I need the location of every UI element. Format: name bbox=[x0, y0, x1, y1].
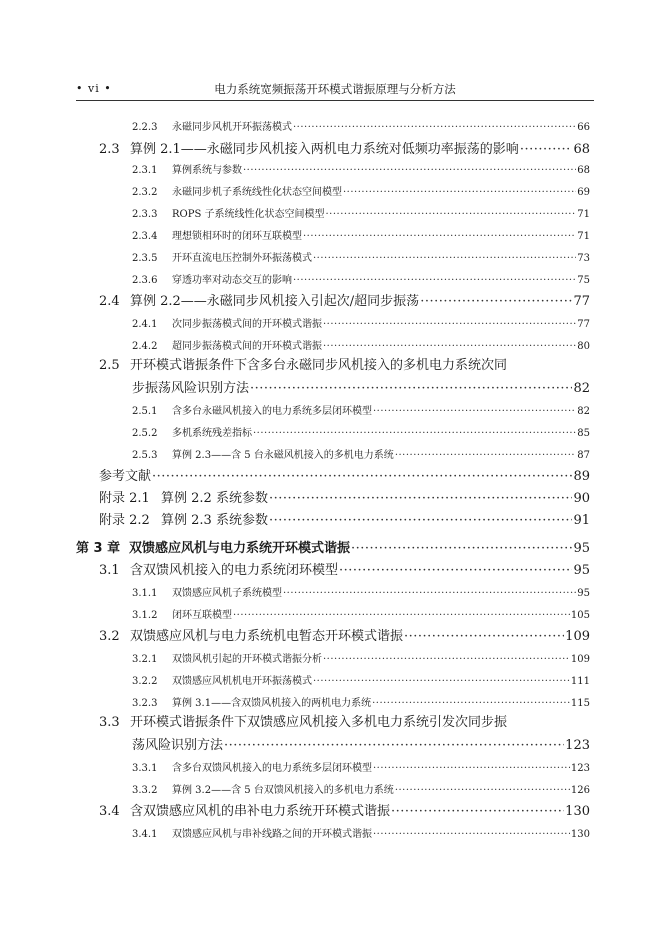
toc-title: 参考文献 bbox=[99, 469, 152, 484]
toc-entry[interactable] bbox=[132, 271, 590, 286]
toc-chapter[interactable] bbox=[76, 537, 590, 556]
toc-leader bbox=[404, 629, 564, 644]
toc-title: ROPS 子系统线性化状态空间模型 bbox=[172, 209, 325, 220]
toc-title: 算例 3.1——含双馈风机接入的两机电力系统 bbox=[172, 698, 372, 709]
toc-page: 95 bbox=[573, 563, 590, 578]
toc-leader bbox=[250, 381, 572, 396]
toc-title: 双馈风机引起的开环模式谐振分析 bbox=[172, 654, 322, 665]
toc-title: 闭环互联模型 bbox=[172, 610, 232, 621]
toc-title: 双馈感应风机与电力系统机电暂态开环模式谐振 bbox=[130, 629, 404, 644]
toc-page: 80 bbox=[577, 341, 590, 352]
toc-title: 含双馈感应风机的串补电力系统开环模式谐振 bbox=[130, 804, 391, 819]
toc-entry[interactable] bbox=[132, 161, 590, 176]
toc-entry[interactable] bbox=[132, 402, 590, 417]
toc-number: 附录 2.1 bbox=[99, 491, 150, 506]
toc-entry[interactable] bbox=[132, 759, 590, 774]
toc-title: 算例 2.3——含 5 台永磁风机接入的多机电力系统 bbox=[172, 450, 394, 461]
toc-entry-continued[interactable] bbox=[132, 377, 590, 396]
toc-page: 95 bbox=[577, 588, 590, 599]
toc-page: 69 bbox=[577, 187, 590, 198]
toc-title-continued: 步振荡风险识别方法 bbox=[132, 381, 250, 396]
toc-entry[interactable] bbox=[132, 672, 590, 687]
toc-title: 永磁同步机子系统线性化状态空间模型 bbox=[172, 187, 342, 198]
toc-page: 66 bbox=[577, 122, 590, 133]
toc-number: 2.5 bbox=[99, 358, 120, 373]
toc-title: 开环模式谐振条件下双馈感应风机接入多机电力系统引发次同步振 bbox=[130, 715, 508, 730]
toc-number: 3.2 bbox=[99, 629, 120, 644]
toc-number: 2.3.3 bbox=[132, 209, 158, 220]
toc-number: 2.4.2 bbox=[132, 341, 158, 352]
toc-number: 2.3 bbox=[99, 142, 120, 157]
toc-leader bbox=[224, 738, 564, 753]
toc-title: 穿透功率对动态交互的影响 bbox=[172, 275, 292, 286]
toc-entry[interactable] bbox=[99, 625, 590, 644]
toc-leader bbox=[395, 450, 576, 461]
toc-leader bbox=[323, 319, 576, 330]
toc-title: 双馈感应风机与串补线路之间的开环模式谐振 bbox=[172, 829, 372, 840]
toc-entry-appendix[interactable] bbox=[99, 487, 590, 506]
toc-entry[interactable] bbox=[132, 825, 590, 840]
toc-page: 71 bbox=[577, 209, 590, 220]
toc-title: 含多台双馈风机接入的电力系统多层闭环模型 bbox=[172, 763, 372, 774]
running-title: 电力系统宽频振荡开环模式谐振原理与分析方法 bbox=[214, 82, 456, 96]
toc-page: 71 bbox=[577, 231, 590, 242]
toc-page: 77 bbox=[577, 319, 590, 330]
toc-title: 理想锁相环时的闭环互联模型 bbox=[172, 231, 302, 242]
toc-page: 130 bbox=[570, 829, 590, 840]
toc-page: 85 bbox=[577, 428, 590, 439]
toc-page: 89 bbox=[573, 469, 590, 484]
toc-title: 双馈感应风机子系统模型 bbox=[172, 588, 282, 599]
toc-leader bbox=[233, 610, 570, 621]
toc-number: 2.3.6 bbox=[132, 275, 158, 286]
toc-number: 3.2.3 bbox=[132, 698, 158, 709]
toc-entry[interactable] bbox=[132, 249, 590, 264]
toc-title: 含多台永磁风机接入的电力系统多层闭环模型 bbox=[172, 406, 372, 417]
toc-page: 91 bbox=[573, 513, 590, 528]
toc-leader bbox=[323, 341, 576, 352]
toc-leader bbox=[420, 294, 572, 309]
toc-entry[interactable] bbox=[99, 711, 590, 730]
toc-page: 68 bbox=[577, 165, 590, 176]
toc-page: 105 bbox=[570, 610, 590, 621]
toc-number: 2.3.1 bbox=[132, 165, 158, 176]
page-header bbox=[76, 78, 594, 101]
toc-entry[interactable] bbox=[132, 606, 590, 621]
toc-leader bbox=[253, 428, 576, 439]
toc-leader bbox=[339, 563, 572, 578]
toc-page: 126 bbox=[570, 785, 590, 796]
toc-title: 开环模式谐振条件下含多台永磁同步风机接入的多机电力系统次同 bbox=[130, 358, 508, 373]
toc-leader bbox=[391, 804, 564, 819]
toc-leader bbox=[303, 231, 576, 242]
toc-title: 次同步振荡模式间的开环模式谐振 bbox=[172, 319, 322, 330]
toc-page: 109 bbox=[565, 629, 590, 644]
toc-number: 3.3.2 bbox=[132, 785, 158, 796]
toc-title: 算例 3.2——含 5 台双馈风机接入的多机电力系统 bbox=[172, 785, 394, 796]
toc-entry[interactable] bbox=[132, 205, 590, 220]
toc-title: 算例系统与参数 bbox=[172, 165, 242, 176]
toc-leader bbox=[323, 654, 570, 665]
toc-number: 3.1.1 bbox=[132, 588, 158, 599]
toc-page: 109 bbox=[570, 654, 590, 665]
toc-page: 123 bbox=[570, 763, 590, 774]
toc-page: 75 bbox=[577, 275, 590, 286]
toc-number: 2.4.1 bbox=[132, 319, 158, 330]
toc-page: 115 bbox=[570, 698, 590, 709]
toc-title-continued: 荡风险识别方法 bbox=[132, 738, 224, 753]
toc-title: 算例 2.3 系统参数 bbox=[161, 513, 268, 528]
toc-number: 2.5.1 bbox=[132, 406, 158, 417]
toc-leader bbox=[293, 275, 576, 286]
toc-page: 90 bbox=[573, 491, 590, 506]
toc-leader bbox=[373, 406, 576, 417]
toc-leader bbox=[269, 491, 573, 506]
toc-entry[interactable] bbox=[132, 337, 590, 352]
toc-title: 开环直流电压控制外环振荡模式 bbox=[172, 253, 312, 264]
toc-entry[interactable] bbox=[132, 227, 590, 242]
toc-entry[interactable] bbox=[132, 650, 590, 665]
toc-page: 130 bbox=[565, 804, 590, 819]
toc-page: 123 bbox=[565, 738, 590, 753]
toc-page: 95 bbox=[573, 541, 590, 556]
toc-leader bbox=[283, 588, 576, 599]
toc-leader bbox=[373, 829, 570, 840]
toc-leader bbox=[351, 541, 572, 556]
toc-page: 111 bbox=[570, 676, 590, 687]
toc-leader bbox=[326, 209, 577, 220]
toc-entry[interactable] bbox=[99, 138, 590, 157]
toc-entry[interactable] bbox=[99, 354, 590, 373]
toc-number: 2.5.2 bbox=[132, 428, 158, 439]
page-number: • vi • bbox=[76, 82, 112, 95]
toc-page: 82 bbox=[577, 406, 590, 417]
toc-entry[interactable] bbox=[99, 290, 590, 309]
toc-title: 多机系统残差指标 bbox=[172, 428, 252, 439]
toc-leader bbox=[373, 763, 570, 774]
toc-page: 82 bbox=[573, 381, 590, 396]
toc-entry-continued[interactable] bbox=[132, 734, 590, 753]
toc-entry-references[interactable] bbox=[99, 465, 590, 484]
toc-number: 第 3 章 bbox=[76, 541, 121, 556]
toc-leader bbox=[243, 165, 576, 176]
toc-entry[interactable] bbox=[132, 183, 590, 198]
toc-page: 77 bbox=[573, 294, 590, 309]
toc-number: 3.2.2 bbox=[132, 676, 158, 687]
toc-title: 超同步振荡模式间的开环模式谐振 bbox=[172, 341, 322, 352]
toc-number: 3.4.1 bbox=[132, 829, 158, 840]
toc-title: 双馈感应风机机电开环振荡模式 bbox=[172, 676, 312, 687]
toc-page: 73 bbox=[577, 253, 590, 264]
toc-entry[interactable] bbox=[132, 694, 590, 709]
toc-number: 3.4 bbox=[99, 804, 120, 819]
toc-entry[interactable] bbox=[99, 559, 590, 578]
toc-title: 双馈感应风机与电力系统开环模式谐振 bbox=[129, 541, 351, 556]
toc-leader bbox=[313, 676, 570, 687]
toc-entry-appendix[interactable] bbox=[99, 509, 590, 528]
toc-number: 3.3 bbox=[99, 715, 120, 730]
toc-page: 68 bbox=[573, 142, 590, 157]
toc-number: 3.1.2 bbox=[132, 610, 158, 621]
toc-number: 3.1 bbox=[99, 563, 120, 578]
toc-title: 含双馈风机接入的电力系统闭环模型 bbox=[130, 563, 339, 578]
toc-title: 永磁同步风机开环振荡模式 bbox=[172, 122, 292, 133]
toc-entry[interactable] bbox=[132, 781, 590, 796]
toc-number: 2.4 bbox=[99, 294, 120, 309]
toc-title: 算例 2.2 系统参数 bbox=[161, 491, 268, 506]
toc-entry[interactable] bbox=[132, 315, 590, 330]
toc-number: 2.3.2 bbox=[132, 187, 158, 198]
toc-entry[interactable] bbox=[132, 584, 590, 599]
toc-number: 2.3.4 bbox=[132, 231, 158, 242]
toc-title: 算例 2.1——永磁同步风机接入两机电力系统对低频功率振荡的影响 bbox=[130, 142, 519, 157]
toc-number: 2.5.3 bbox=[132, 450, 158, 461]
toc-leader bbox=[313, 253, 576, 264]
toc-entry[interactable] bbox=[132, 424, 590, 439]
toc-number: 3.2.1 bbox=[132, 654, 158, 665]
toc-leader bbox=[269, 513, 573, 528]
toc-leader bbox=[343, 187, 576, 198]
toc-number: 3.3.1 bbox=[132, 763, 158, 774]
toc-entry[interactable] bbox=[132, 446, 590, 461]
toc-number: 2.3.5 bbox=[132, 253, 158, 264]
toc-number: 附录 2.2 bbox=[99, 513, 150, 528]
toc-leader bbox=[152, 469, 572, 484]
toc-entry[interactable] bbox=[132, 118, 590, 133]
toc-entry[interactable] bbox=[99, 800, 590, 819]
toc-leader bbox=[520, 142, 573, 157]
toc-leader bbox=[372, 698, 570, 709]
toc-leader bbox=[395, 785, 570, 796]
toc-leader bbox=[293, 122, 576, 133]
toc-number: 2.2.3 bbox=[132, 122, 158, 133]
toc-page: 87 bbox=[577, 450, 590, 461]
toc-title: 算例 2.2——永磁同步风机接入引起次/超同步振荡 bbox=[130, 294, 420, 309]
